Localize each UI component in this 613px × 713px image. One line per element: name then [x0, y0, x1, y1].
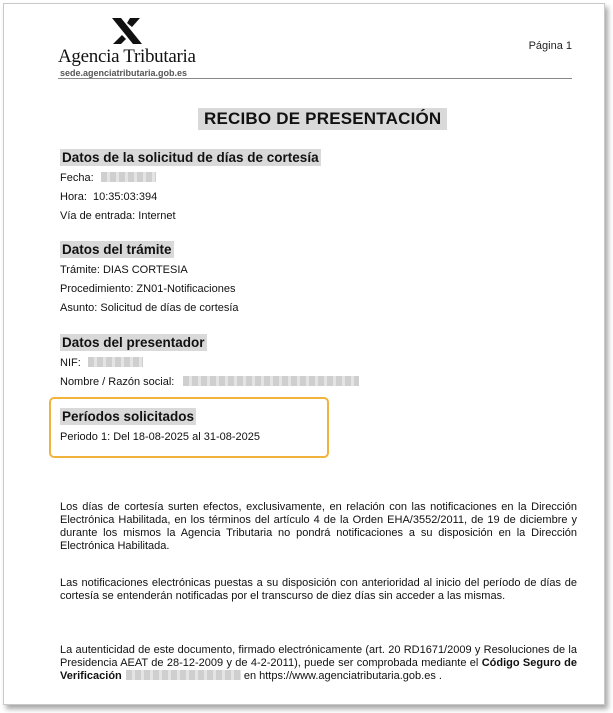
document-page: [3, 3, 605, 705]
hora-value: 10:35:03:394: [92, 191, 158, 203]
section-title-presentador: Datos del presentador: [62, 335, 205, 350]
redacted-fecha: [101, 172, 156, 182]
autenticidad-text-end: en https://www.agenciatributaria.gob.es .: [240, 670, 442, 682]
nif-line: [60, 354, 580, 373]
hora-line: [60, 188, 580, 207]
via-entrada: Vía de entrada: Internet: [60, 210, 176, 222]
redacted-nombre: [183, 376, 359, 386]
autenticidad-text-start: La autenticidad de este documento, firmado electrónicamente (art. 20 RD1671/2009 y Resoluciones de la Presidencia AEAT de 28-12-2009 y de 4-2-2011), puede ser comprobada mediante el: [60, 644, 577, 669]
section-presentador: [60, 334, 580, 392]
procedimiento-line: Procedimiento: ZN01-Notificaciones: [60, 283, 236, 295]
section-periodos: [60, 408, 580, 447]
logo-url: sede.agenciatributaria.gob.es: [60, 68, 188, 78]
section-solicitud: [60, 149, 580, 226]
csv-label: Código Seguro de Verificación: [60, 657, 577, 682]
paragraph-notificaciones: Las notificaciones electrónicas puestas a su disposición con anterioridad al inicio del período de días de cortesía se entenderán notificadas por el transcurso de diez días sin acceder a las mismas.: [60, 577, 577, 602]
section-title-solicitud: Datos de la solicitud de días de cortesía: [62, 150, 319, 165]
hora-label: Hora:: [60, 191, 87, 203]
redacted-csv: [126, 670, 241, 680]
fecha-label: Fecha:: [60, 172, 94, 184]
agencia-tributaria-logo: [58, 16, 198, 82]
redacted-nif: [88, 357, 143, 367]
page-number: Página 1: [528, 40, 572, 52]
section-title-periodos: Períodos solicitados: [62, 409, 195, 424]
logo-mark-icon: [110, 16, 144, 46]
paragraph-efectos: Los días de cortesía surten efectos, exclusivamente, en relación con las notificaciones en la Dirección Electrónica Habilitada, en los términos del artículo 4 de la Orden EHA/3552/2011, de 19 de diciembre y durante los mismos la Agencia Tributaria no pondrá notificaciones a su disposición en la Dirección Electrónica Habilitada.: [60, 501, 577, 552]
header-divider: [58, 78, 572, 79]
periodo-1: Periodo 1: Del 18-08-2025 al 31-08-2025: [60, 431, 260, 443]
fecha-line: [60, 169, 580, 188]
document-title: RECIBO DE PRESENTACIÓN: [198, 108, 447, 130]
nombre-label: Nombre / Razón social:: [60, 376, 175, 388]
nif-label: NIF:: [60, 357, 81, 369]
paragraph-autenticidad: [60, 644, 577, 683]
nombre-line: [60, 373, 580, 392]
section-tramite: [60, 241, 580, 318]
logo-name: Agencia Tributaria: [58, 46, 196, 67]
tramite-line: Trámite: DIAS CORTESIA: [60, 264, 188, 276]
section-title-tramite: Datos del trámite: [62, 242, 172, 257]
asunto-line: Asunto: Solicitud de días de cortesía: [60, 302, 239, 314]
